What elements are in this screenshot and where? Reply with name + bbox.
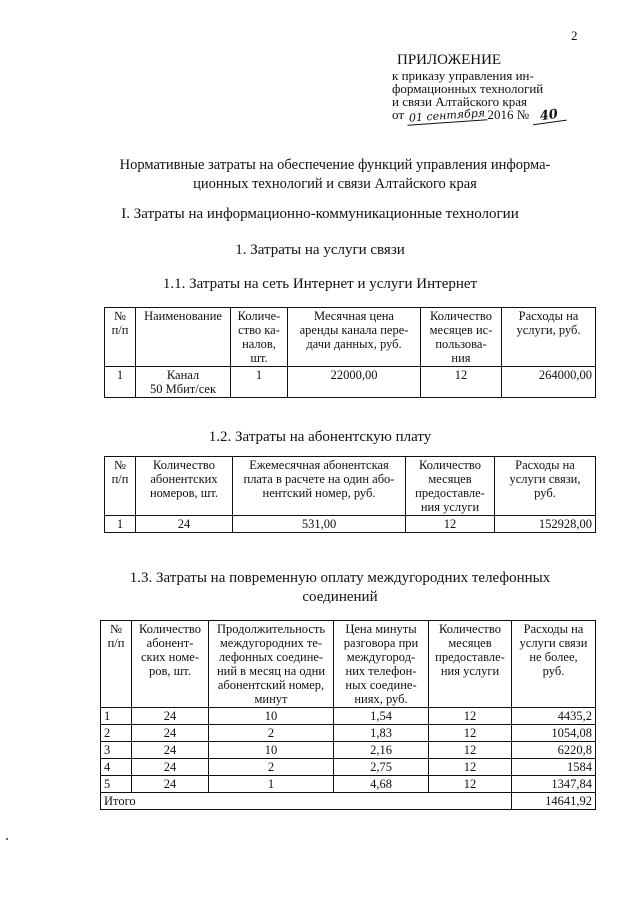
handwritten-date: 01 сентября bbox=[407, 106, 488, 126]
col-header-expenses: Расходы на услуги, руб. bbox=[502, 308, 596, 367]
table-header-row bbox=[105, 457, 596, 516]
appendix-line-3: и связи Алтайского края bbox=[392, 94, 527, 109]
cell-minute-price: 2,75 bbox=[334, 759, 429, 776]
cell-expenses: 1054,08 bbox=[512, 725, 596, 742]
col-header-num: № п/п bbox=[105, 457, 136, 516]
section-1-1-heading: 1. Затраты на услуги связи bbox=[235, 242, 405, 258]
cell-expenses: 264000,00 bbox=[502, 367, 596, 398]
cell-num: 1 bbox=[101, 708, 132, 725]
total-value: 14641,92 bbox=[512, 793, 596, 810]
col-header-months: Количество месяцев ис- пользова- ния bbox=[421, 308, 502, 367]
cell-num: 5 bbox=[101, 776, 132, 793]
cell-subscriber-count: 24 bbox=[132, 776, 209, 793]
col-header-name: Наименование bbox=[136, 308, 231, 367]
cell-num: 4 bbox=[101, 759, 132, 776]
cell-duration: 10 bbox=[209, 708, 334, 725]
table-header-row bbox=[105, 308, 596, 367]
table-row bbox=[105, 516, 596, 533]
cell-expenses: 6220,8 bbox=[512, 742, 596, 759]
cell-expenses: 1347,84 bbox=[512, 776, 596, 793]
cell-months: 12 bbox=[406, 516, 495, 533]
cell-minute-price: 4,68 bbox=[334, 776, 429, 793]
table-row bbox=[101, 742, 596, 759]
cell-months: 12 bbox=[429, 742, 512, 759]
table-row bbox=[101, 725, 596, 742]
col-header-monthly-fee: Ежемесячная абонентская плата в расчете на один або- нентский номер, руб. bbox=[233, 457, 406, 516]
cell-minute-price: 1,83 bbox=[334, 725, 429, 742]
cell-expenses: 4435,2 bbox=[512, 708, 596, 725]
cell-name: Канал 50 Мбит/сек bbox=[136, 367, 231, 398]
table-row bbox=[101, 776, 596, 793]
table-total-row bbox=[101, 793, 596, 810]
internet-costs-table bbox=[104, 307, 596, 398]
cell-months: 12 bbox=[429, 776, 512, 793]
col-header-channels: Количе- ство ка- налов, шт. bbox=[231, 308, 288, 367]
cell-minute-price: 2,16 bbox=[334, 742, 429, 759]
col-header-num: № п/п bbox=[105, 308, 136, 367]
cell-num: 1 bbox=[105, 516, 136, 533]
cell-num: 3 bbox=[101, 742, 132, 759]
col-header-minute-price: Цена минуты разговора при междугород- них телефон- ных соедине- ниях, руб. bbox=[334, 621, 429, 708]
appendix-line-2: формационных технологий bbox=[392, 81, 544, 96]
col-header-num: № п/п bbox=[101, 621, 132, 708]
cell-subscriber-count: 24 bbox=[132, 759, 209, 776]
section-1-1-1-heading: 1.1. Затраты на сеть Интернет и услуги Интернет bbox=[162, 276, 478, 292]
cell-expenses: 1584 bbox=[512, 759, 596, 776]
appendix-line-1: к приказу управления ин- bbox=[392, 68, 534, 83]
page-number: 2 bbox=[571, 28, 578, 43]
subscription-fee-table bbox=[104, 456, 596, 533]
col-header-subscriber-count: Количество абонент- ских номе- ров, шт. bbox=[132, 621, 209, 708]
cell-subscriber-count: 24 bbox=[132, 725, 209, 742]
col-header-months: Количество месяцев предоставле- ния услуги bbox=[406, 457, 495, 516]
cell-subscriber-count: 24 bbox=[136, 516, 233, 533]
col-header-duration: Продолжительность междугородних те- лефонных соедине- ний в месяц на одни абонентский номер, минут bbox=[209, 621, 334, 708]
col-header-expenses: Расходы на услуги связи, руб. bbox=[495, 457, 596, 516]
cell-duration: 2 bbox=[209, 759, 334, 776]
cell-months: 12 bbox=[429, 725, 512, 742]
main-title: Нормативные затраты на обеспечение функций управления информа- ционных технологий и связи Алтайского края bbox=[119, 157, 551, 192]
appendix-date-line bbox=[392, 108, 612, 123]
section-1-1-2-heading: 1.2. Затраты на абонентскую плату bbox=[208, 429, 432, 445]
table-header-row bbox=[101, 621, 596, 708]
col-header-subscriber-count: Количество абонентских номеров, шт. bbox=[136, 457, 233, 516]
cell-num: 1 bbox=[105, 367, 136, 398]
year-label: 2016 № bbox=[487, 107, 530, 122]
cell-duration: 2 bbox=[209, 725, 334, 742]
cell-num: 2 bbox=[101, 725, 132, 742]
cell-months: 12 bbox=[429, 759, 512, 776]
section-1-1-3-heading: 1.3. Затраты на повременную оплату междугородних телефонных соединений bbox=[129, 570, 551, 605]
table-row bbox=[105, 367, 596, 398]
cell-monthly-price: 22000,00 bbox=[288, 367, 421, 398]
cell-duration: 1 bbox=[209, 776, 334, 793]
section-1-heading: I. Затраты на информационно-коммуникационные технологии bbox=[121, 206, 519, 222]
cell-expenses: 152928,00 bbox=[495, 516, 596, 533]
date-prefix: от bbox=[392, 107, 405, 122]
cell-minute-price: 1,54 bbox=[334, 708, 429, 725]
handwritten-number: 40 bbox=[532, 107, 568, 126]
cell-channels: 1 bbox=[231, 367, 288, 398]
cell-subscriber-count: 24 bbox=[132, 742, 209, 759]
appendix-block bbox=[392, 52, 612, 123]
col-header-monthly-price: Месячная цена аренды канала пере- дачи данных, руб. bbox=[288, 308, 421, 367]
long-distance-calls-table bbox=[100, 620, 596, 810]
col-header-months: Количество месяцев предоставле- ния услуги bbox=[429, 621, 512, 708]
cell-months: 12 bbox=[429, 708, 512, 725]
scan-speck bbox=[6, 838, 8, 840]
cell-duration: 10 bbox=[209, 742, 334, 759]
cell-subscriber-count: 24 bbox=[132, 708, 209, 725]
table-row bbox=[101, 708, 596, 725]
col-header-expenses: Расходы на услуги связи не более, руб. bbox=[512, 621, 596, 708]
total-label: Итого bbox=[101, 793, 512, 810]
cell-months: 12 bbox=[421, 367, 502, 398]
table-row bbox=[101, 759, 596, 776]
cell-monthly-fee: 531,00 bbox=[233, 516, 406, 533]
appendix-title: ПРИЛОЖЕНИЕ bbox=[397, 52, 502, 68]
